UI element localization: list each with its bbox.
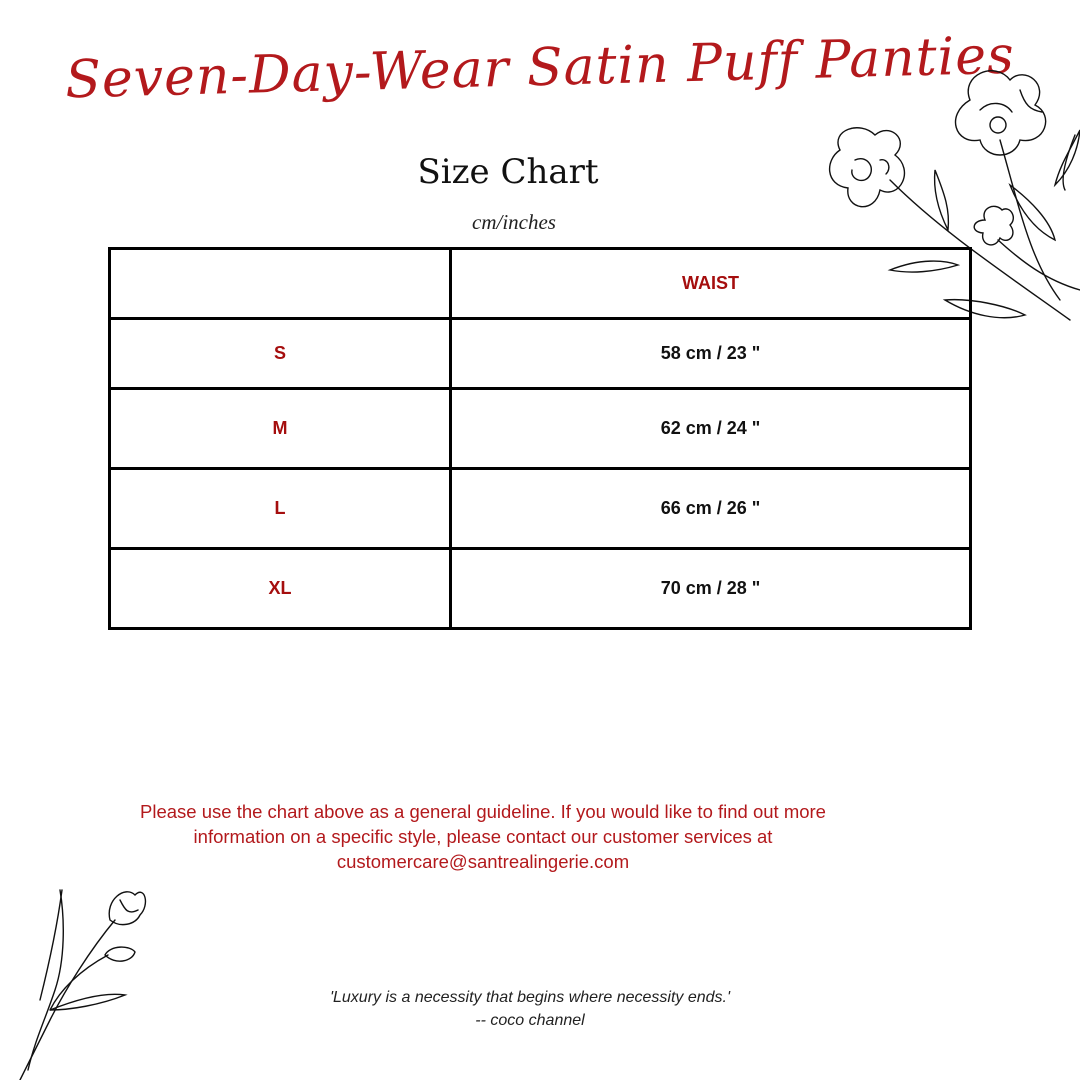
units-label: cm/inches [472, 210, 556, 234]
table-row [110, 549, 971, 629]
waist-cell: 58 cm / 23 " [451, 319, 971, 389]
table-header-row [110, 249, 971, 319]
table-row [110, 469, 971, 549]
page-title: Seven-Day-Wear Satin Puff Panties [64, 25, 1016, 111]
quote-text: 'Luxury is a necessity that begins where necessity ends.' [329, 989, 731, 1006]
size-table [108, 247, 972, 630]
guideline-note: Please use the chart above as a general guideline. If you would like to find out more information on a specific style, please contact our customer services at customercare@santrealingerie.com [140, 801, 826, 872]
quote-block [180, 986, 880, 1032]
size-cell: XL [110, 549, 451, 629]
quote-author: -- coco channel [475, 1012, 585, 1029]
table-row [110, 389, 971, 469]
tulip-illustration-icon [10, 880, 160, 1080]
waist-cell: 66 cm / 26 " [451, 469, 971, 549]
waist-column-header: WAIST [451, 249, 971, 319]
size-chart-heading: Size Chart [417, 152, 599, 192]
size-cell: S [110, 319, 451, 389]
size-cell: L [110, 469, 451, 549]
size-cell: M [110, 389, 451, 469]
table-header-cell [110, 249, 451, 319]
waist-cell: 62 cm / 24 " [451, 389, 971, 469]
waist-cell: 70 cm / 28 " [451, 549, 971, 629]
table-row [110, 319, 971, 389]
